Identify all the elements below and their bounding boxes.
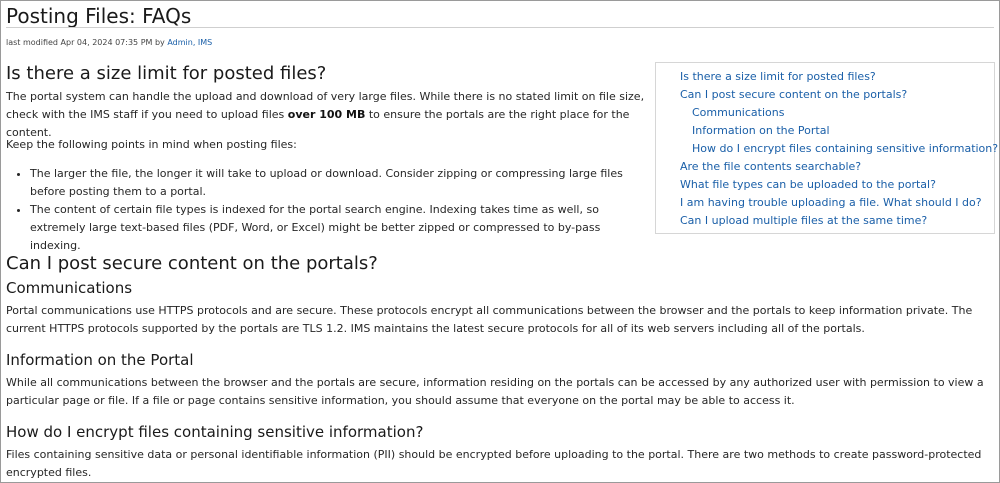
toc-link-multiple-files[interactable]: Can I upload multiple files at the same time? — [680, 214, 928, 227]
size-limit-text-2: to ensure the portals are the right place for the content. — [6, 108, 630, 139]
toc-link-secure-content[interactable]: Can I post secure content on the portals? — [680, 88, 908, 101]
heading-encrypt-files: How do I encrypt files containing sensitive information? — [6, 423, 424, 441]
title-divider — [6, 27, 994, 28]
size-limit-text-1: The portal system can handle the upload and download of very large files. While there is no stated limit on file size, check with the IMS staff if you need to upload files — [6, 90, 645, 121]
heading-information-portal: Information on the Portal — [6, 351, 194, 369]
keep-in-mind-paragraph: Keep the following points in mind when posting files: — [6, 138, 297, 151]
table-of-contents — [655, 62, 999, 234]
size-limit-paragraph — [6, 88, 646, 142]
heading-secure-content: Can I post secure content on the portals? — [6, 253, 378, 274]
page-content — [6, 1, 999, 479]
heading-size-limit: Is there a size limit for posted files? — [6, 63, 327, 84]
list-item: • The content of certain file types is indexed for the portal search engine. Indexing takes time as well, so extremely large text-based files (PDF, Word, or Excel) might be better zipped or compressed to by-pass indexing. — [30, 201, 646, 255]
list-item: • The larger the file, the longer it will take to upload or download. Consider zipping or compressing large files before posting them to a portal. — [30, 165, 646, 201]
size-limit-bold: over 100 MB — [287, 108, 366, 121]
information-portal-paragraph: While all communications between the browser and the portals are secure, information residing on the portals can be accessed by any authorized user with permission to view a particular page or file. If a file or page contains sensitive information, you should assume that everyone on the portal may be able to access it. — [6, 376, 984, 407]
toc-link-file-types[interactable]: What file types can be uploaded to the portal? — [680, 178, 936, 191]
heading-communications: Communications — [6, 279, 133, 297]
toc-link-searchable[interactable]: Are the file contents searchable? — [680, 160, 862, 173]
encrypt-files-paragraph: Files containing sensitive data or personal identifiable information (PII) should be encrypted before uploading to the portal. There are two methods to create password-protected encrypted files. — [6, 448, 982, 479]
last-modified-text: last modified Apr 04, 2024 07:35 PM by — [6, 38, 168, 47]
toc-link-upload-trouble[interactable]: I am having trouble uploading a file. What should I do? — [680, 196, 982, 209]
size-limit-bullet-list — [6, 165, 646, 255]
communications-paragraph: Portal communications use HTTPS protocols and are secure. These protocols encrypt all communications between the browser and the portals to keep information private. The current HTTPS protocols supported by the portals are TLS 1.2. IMS maintains the latest secure protocols for all of its web servers including all of the portals. — [6, 304, 973, 335]
page-title: Posting Files: FAQs — [6, 4, 192, 28]
last-modified-line — [6, 37, 212, 48]
author-link[interactable]: Admin, IMS — [167, 38, 213, 47]
toc-link-communications[interactable]: Communications — [692, 106, 785, 119]
toc-link-encrypt-files[interactable]: How do I encrypt files containing sensitive information? — [692, 142, 999, 155]
toc-link-information-portal[interactable]: Information on the Portal — [692, 124, 830, 137]
toc-link-size-limit[interactable]: Is there a size limit for posted files? — [680, 70, 876, 83]
